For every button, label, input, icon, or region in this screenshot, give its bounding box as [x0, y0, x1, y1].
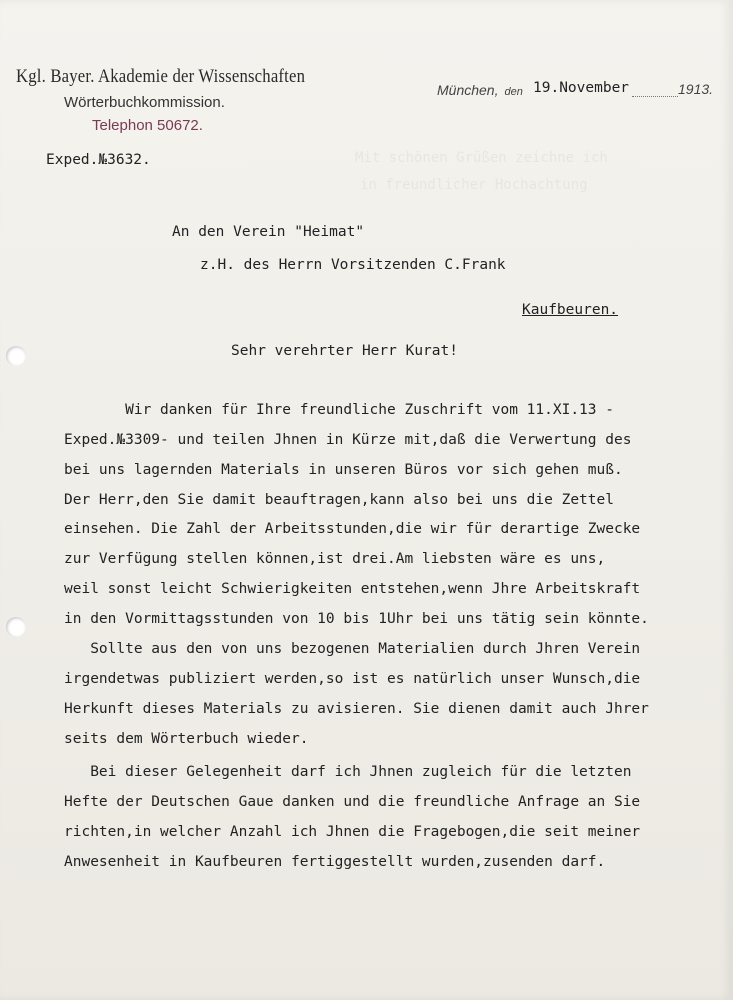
body-line: Der Herr,den Sie damit beauftragen,kann also bei uns die Zettel: [64, 492, 614, 508]
address-line-2: z.H. des Herrn Vorsitzenden C.Frank: [200, 257, 506, 273]
body-line: zur Verfügung stellen können,ist drei.Am liebsten wäre es uns,: [64, 551, 606, 567]
date-dotted-line: [632, 96, 678, 97]
expedition-number: Exped.№3632.: [46, 152, 151, 168]
date-year: 1913.: [678, 81, 714, 97]
body-line: in den Vormittagsstunden von 10 bis 1Uhr bei uns tätig sein könnte.: [64, 611, 649, 627]
address-line-1: An den Verein "Heimat": [172, 224, 365, 240]
punch-hole: [6, 617, 26, 637]
show-through-text: Mit schönen Grüßen zeichne ich: [355, 150, 608, 166]
body-line: Bei dieser Gelegenheit darf ich Jhnen zugleich für die letzten: [64, 764, 632, 780]
salutation: Sehr verehrter Herr Kurat!: [231, 343, 458, 359]
body-line: Exped.№3309- und teilen Jhnen in Kürze mit,daß die Verwertung des: [64, 432, 632, 448]
body-line: seits dem Wörterbuch wieder.: [64, 731, 309, 747]
show-through-text: in freundlicher Hochachtung: [360, 177, 588, 193]
address-place: Kaufbeuren.: [522, 302, 619, 318]
letterhead-commission: Wörterbuchkommission.: [64, 94, 225, 111]
body-line: Hefte der Deutschen Gaue danken und die freundliche Anfrage an Sie: [64, 794, 641, 810]
body-line: Wir danken für Ihre freundliche Zuschrift vom 11.XI.13 -: [64, 402, 614, 418]
body-line: irgendetwas publiziert werden,so ist es natürlich unser Wunsch,die: [64, 671, 641, 687]
date-den: den: [504, 86, 523, 98]
body-line: Herkunft dieses Materials zu avisieren. Sie dienen damit auch Jhrer: [64, 701, 649, 717]
letterhead-academy: Kgl. Bayer. Akademie der Wissenschaften: [16, 66, 306, 87]
body-line: Sollte aus den von uns bezogenen Materialien durch Jhren Verein: [64, 641, 641, 657]
date-day-month: 19.November: [533, 80, 630, 96]
date-city-name: München,: [437, 82, 499, 98]
body-line: einsehen. Die Zahl der Arbeitsstunden,die wir für derartige Zwecke: [64, 521, 641, 537]
body-line: richten,in welcher Anzahl ich Jhnen die Fragebogen,die seit meiner: [64, 824, 641, 840]
punch-hole: [6, 346, 26, 366]
letterhead-telephone: Telephon 50672.: [92, 117, 203, 134]
body-line: Anwesenheit in Kaufbeuren fertiggestellt wurden,zusenden darf.: [64, 854, 606, 870]
body-line: weil sonst leicht Schwierigkeiten entstehen,wenn Jhre Arbeitskraft: [64, 581, 641, 597]
date-city: [437, 82, 523, 98]
body-line: bei uns lagernden Materials in unseren Büros vor sich gehen muß.: [64, 462, 623, 478]
